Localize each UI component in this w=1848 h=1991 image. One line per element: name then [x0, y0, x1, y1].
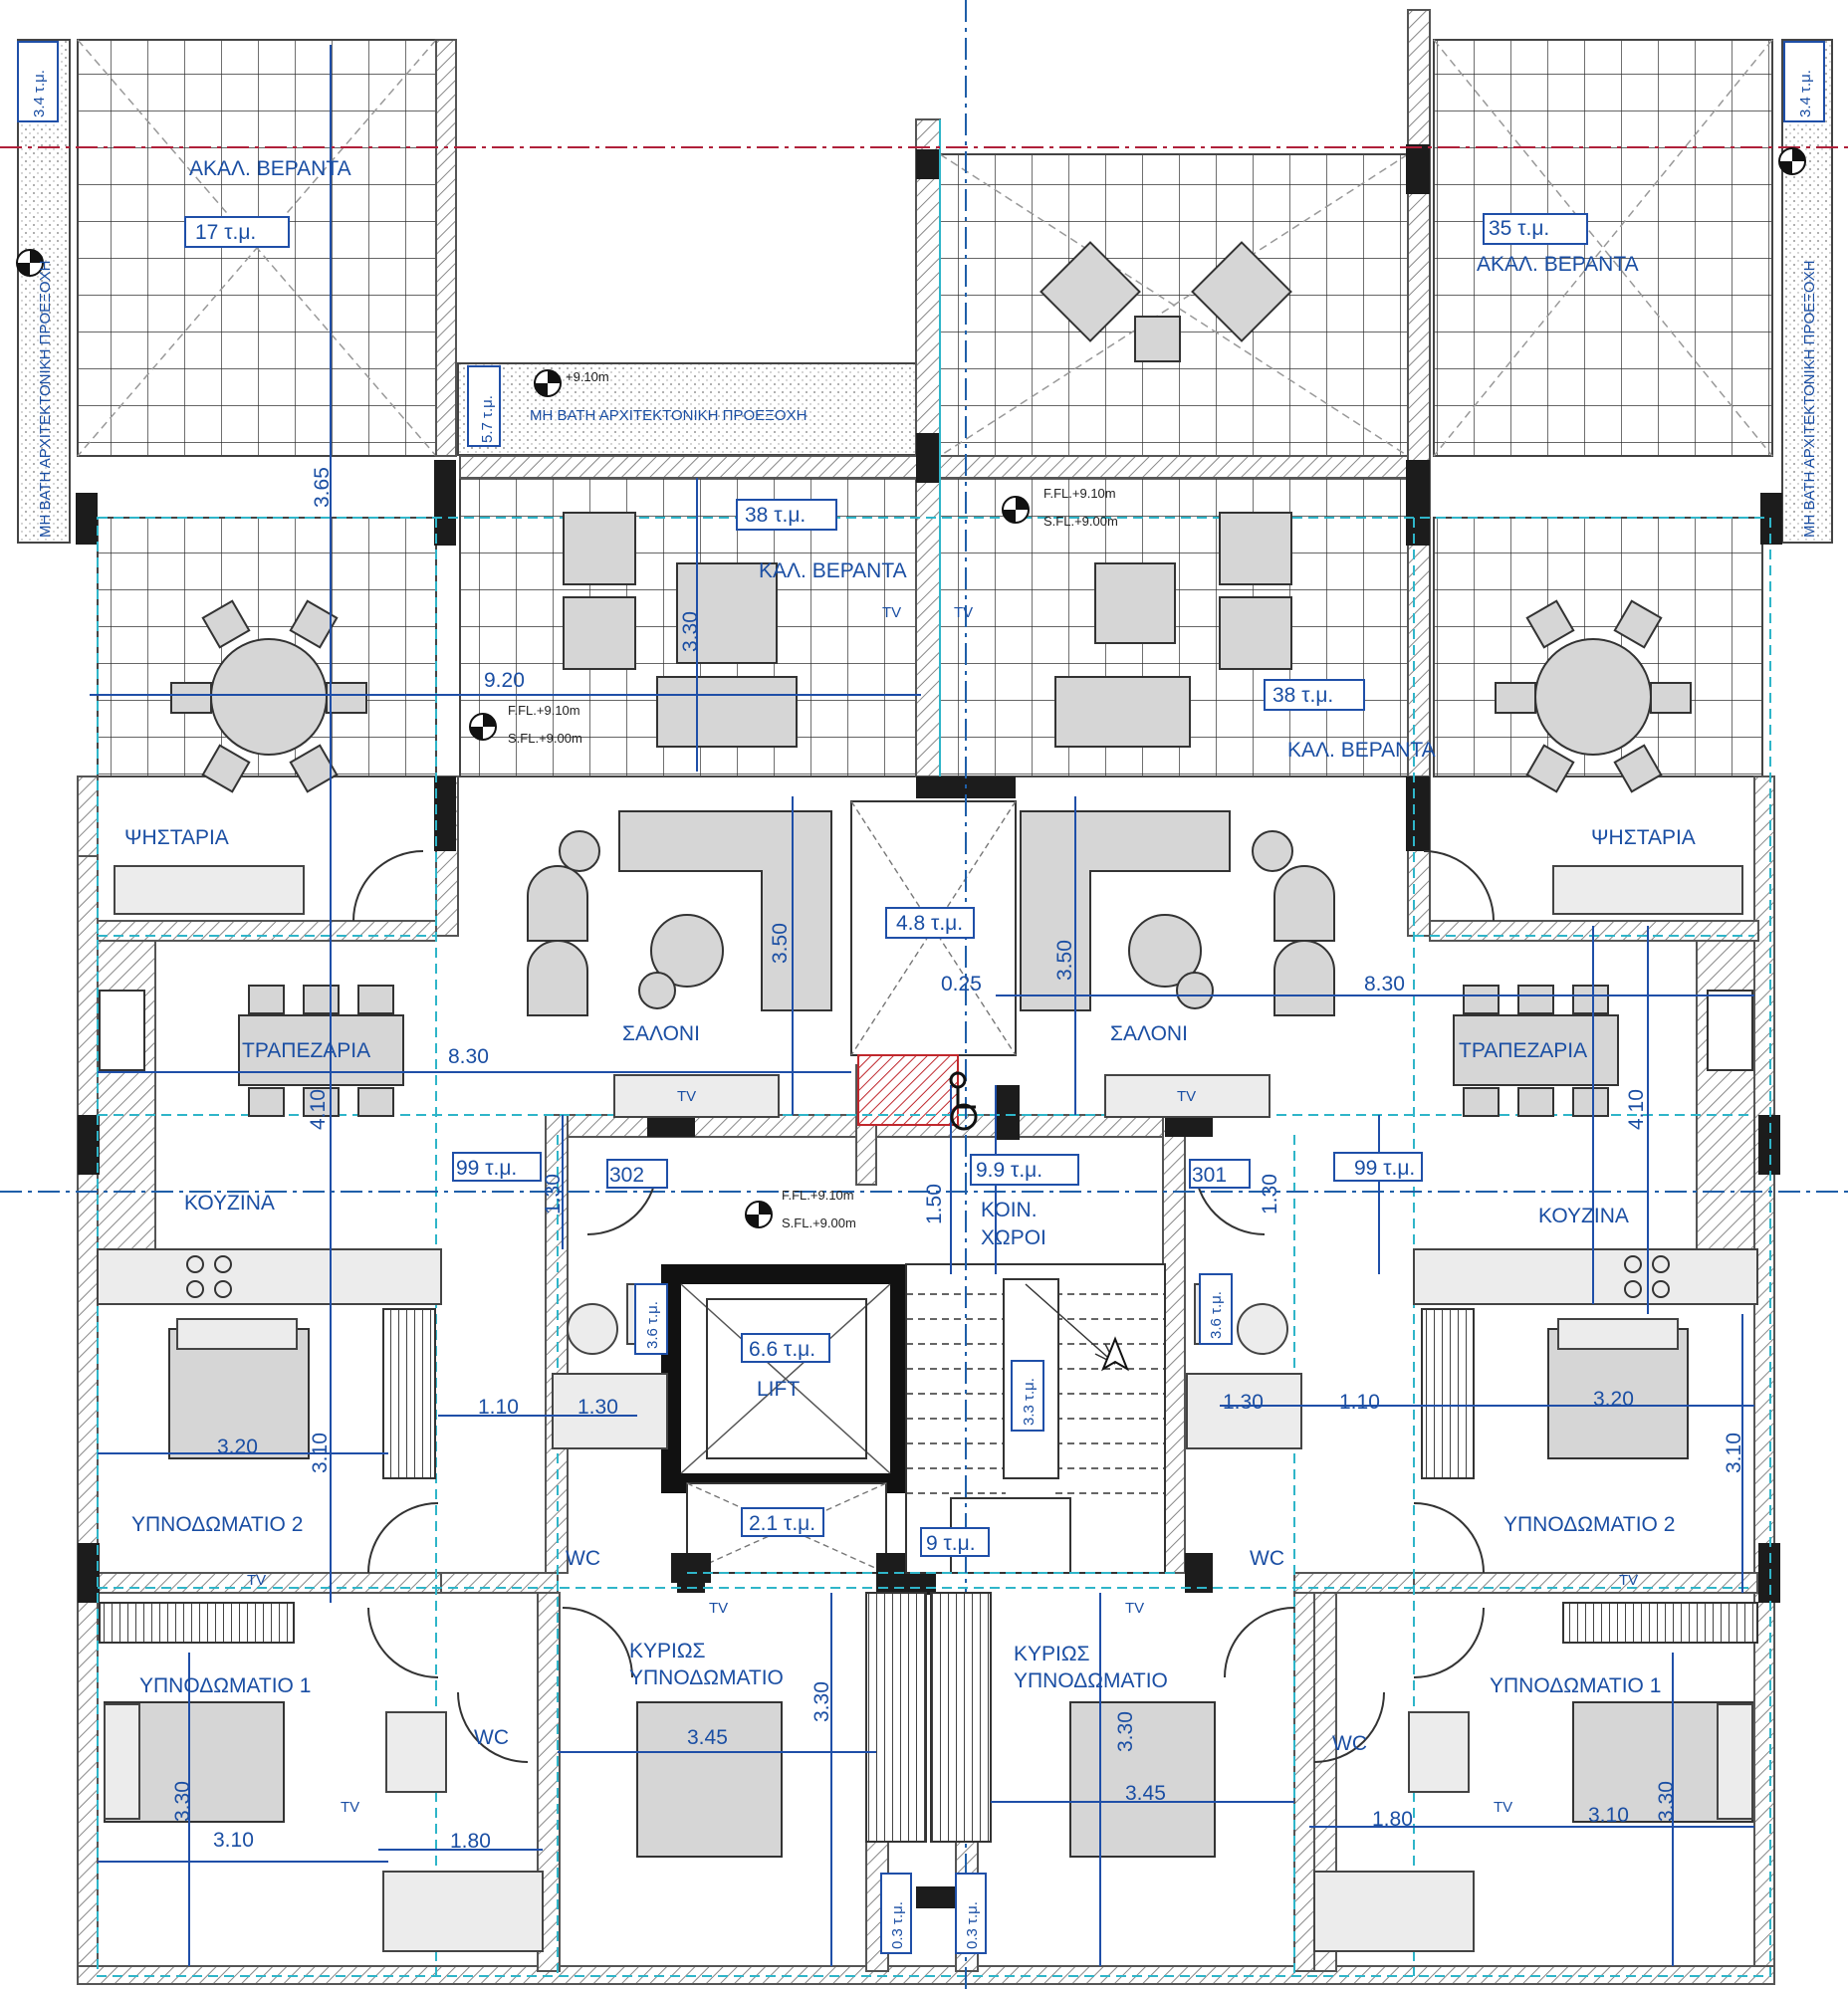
right-sfl-level: S.FL.+9.00m [1043, 514, 1118, 529]
dim-9-20: 9.20 [484, 669, 525, 692]
left-bedroom-2-label: ΥΠΝΟΔΩΜΑΤΙΟ 2 [131, 1513, 304, 1536]
dim-3-30-bedroom-1-right: 3.30 [1655, 1781, 1678, 1822]
stair-landing-area: 9 τ.μ. [926, 1532, 976, 1555]
left-master-label-2: ΥΠΝΟΔΩΜΑΤΙΟ [629, 1666, 784, 1689]
dim-4-10-left: 4.10 [307, 1089, 330, 1130]
right-dining-label: ΤΡΑΠΕΖΑΡΙΑ [1459, 1039, 1588, 1062]
dim-3-30-veranda: 3.30 [679, 611, 702, 652]
right-strip-area: 3.4 τ.μ. [1797, 70, 1814, 117]
left-duct-area: 3.6 τ.μ. [644, 1301, 661, 1349]
dim-1-30-vertical-right: 1.30 [1259, 1174, 1281, 1215]
dim-3-10-vertical-left: 3.10 [309, 1433, 332, 1473]
left-wc-upper-label: WC [566, 1547, 600, 1570]
tv-tag: TV [1177, 1088, 1197, 1105]
tv-tag: TV [1494, 1799, 1513, 1816]
dim-1-80-right: 1.80 [1372, 1808, 1413, 1831]
left-kitchen-label: ΚΟΥΖΙΝΑ [184, 1192, 275, 1215]
right-bedroom-2-label: ΥΠΝΟΔΩΜΑΤΙΟ 2 [1503, 1513, 1676, 1536]
left-bedroom-1-label: ΥΠΝΟΔΩΜΑΤΙΟ 1 [139, 1674, 312, 1697]
dim-3-50-left: 3.50 [769, 923, 792, 964]
dim-3-10-left: 3.10 [213, 1829, 254, 1852]
stairs-ffl-level: F.FL.+9.10m [782, 1188, 854, 1203]
dim-3-30-master-right: 3.30 [1114, 1711, 1137, 1752]
right-bbq-label: ΨΗΣΤΑΡΙΑ [1591, 826, 1696, 849]
dim-3-45-right: 3.45 [1125, 1782, 1166, 1805]
left-wc-lower-label: WC [474, 1726, 509, 1749]
tv-tag: TV [882, 604, 902, 621]
dim-3-45-left: 3.45 [687, 1726, 728, 1749]
dim-3-10-right: 3.10 [1588, 1804, 1629, 1827]
right-kitchen-label: ΚΟΥΖΙΝΑ [1538, 1205, 1629, 1227]
dim-3-20-right: 3.20 [1593, 1388, 1634, 1411]
dim-1-30-vertical-left: 1.30 [542, 1174, 565, 1215]
dim-1-50: 1.50 [923, 1184, 946, 1224]
left-uncovered-area: 17 τ.μ. [195, 221, 257, 244]
tv-tag: TV [341, 1799, 360, 1816]
left-master-label-1: ΚΥΡΙΩΣ [629, 1640, 706, 1662]
left-sfl-level: S.FL.+9.00m [508, 731, 582, 746]
common-area: 9.9 τ.μ. [976, 1159, 1043, 1182]
dim-1-80-left: 1.80 [450, 1830, 491, 1853]
right-apartment-number: 301 [1192, 1164, 1228, 1187]
right-uncovered-veranda-label: ΑΚΑΛ. ΒΕΡΑΝΤΑ [1477, 253, 1639, 276]
common-label-2: ΧΩΡΟΙ [981, 1226, 1046, 1249]
dim-1-30-left: 1.30 [578, 1396, 618, 1419]
stair-duct-area: 3.3 τ.μ. [1021, 1378, 1038, 1426]
dim-3-50-right: 3.50 [1053, 940, 1076, 981]
shaft-area: 4.8 τ.μ. [896, 912, 964, 935]
tv-tag: TV [709, 1600, 729, 1617]
tv-tag: TV [677, 1088, 697, 1105]
right-wc-upper-label: WC [1250, 1547, 1284, 1570]
left-dining-label: ΤΡΑΠΕΖΑΡΙΑ [242, 1039, 371, 1062]
left-covered-area: 38 τ.μ. [745, 504, 807, 527]
projection-level: +9.10m [566, 369, 609, 384]
right-living-label: ΣΑΛΟΝΙ [1110, 1022, 1188, 1045]
right-wc-lower-label: WC [1332, 1732, 1367, 1755]
tv-tag: TV [247, 1572, 267, 1589]
dim-3-65: 3.65 [311, 467, 334, 508]
dim-0-25: 0.25 [941, 973, 982, 996]
right-duct-area: 3.6 τ.μ. [1208, 1291, 1225, 1339]
dim-3-20-left: 3.20 [217, 1436, 258, 1458]
bottom-duct-left-area: 0.3 τ.μ. [889, 1901, 906, 1949]
dim-1-10-left: 1.10 [478, 1396, 519, 1419]
left-apartment-number: 302 [609, 1164, 645, 1187]
right-master-label-2: ΥΠΝΟΔΩΜΑΤΙΟ [1014, 1669, 1168, 1692]
middle-projection-note: ΜΗ ΒΑΤΗ ΑΡΧΙΤΕΚΤΟΝΙΚΗ ΠΡΟΕΞΟΧΗ [530, 407, 808, 424]
left-strip-area: 3.4 τ.μ. [31, 70, 48, 117]
dim-3-10-vertical-right: 3.10 [1723, 1433, 1745, 1473]
left-living-label: ΣΑΛΟΝΙ [622, 1022, 700, 1045]
lift-label: LIFT [757, 1378, 801, 1401]
tv-tag: TV [1125, 1600, 1145, 1617]
dim-8-30-right: 8.30 [1364, 973, 1405, 996]
dim-8-30-left: 8.30 [448, 1045, 489, 1068]
stairs-sfl-level: S.FL.+9.00m [782, 1216, 856, 1230]
left-uncovered-veranda-label: ΑΚΑΛ. ΒΕΡΑΝΤΑ [189, 157, 351, 180]
right-projection-note: ΜΗ ΒΑΤΗ ΑΡΧΙΤΕΚΤΟΝΙΚΗ ΠΡΟΕΞΟΧΗ [1801, 260, 1818, 538]
left-apartment-area: 99 τ.μ. [456, 1157, 518, 1180]
central-shaft [851, 801, 1016, 1125]
lift-lobby-area: 2.1 τ.μ. [749, 1512, 816, 1535]
right-covered-veranda-label: ΚΑΛ. ΒΕΡΑΝΤΑ [1287, 739, 1436, 762]
right-bedroom-1-label: ΥΠΝΟΔΩΜΑΤΙΟ 1 [1490, 1674, 1662, 1697]
tv-tag: TV [1619, 1572, 1639, 1589]
left-ffl-level: F.FL.+9.10m [508, 703, 580, 718]
left-covered-veranda-label: ΚΑΛ. ΒΕΡΑΝΤΑ [759, 559, 907, 582]
dim-1-10-right: 1.10 [1339, 1391, 1380, 1414]
tv-tag: TV [954, 604, 974, 621]
dim-3-30-bedroom-1-left: 3.30 [171, 1781, 194, 1822]
dim-3-30-master-left: 3.30 [810, 1681, 833, 1722]
dim-4-10-right: 4.10 [1625, 1089, 1648, 1130]
left-bbq-label: ΨΗΣΤΑΡΙΑ [124, 826, 229, 849]
middle-strip-area: 5.7 τ.μ. [479, 395, 496, 443]
right-ffl-level: F.FL.+9.10m [1043, 486, 1116, 501]
left-projection-note: ΜΗ ΒΑΤΗ ΑΡΧΙΤΕΚΤΟΝΙΚΗ ΠΡΟΕΞΟΧΗ [37, 260, 54, 538]
right-apartment-area: 99 τ.μ. [1354, 1157, 1416, 1180]
right-covered-area: 38 τ.μ. [1272, 684, 1334, 707]
dim-1-30-right: 1.30 [1223, 1391, 1264, 1414]
bottom-duct-right-area: 0.3 τ.μ. [964, 1901, 981, 1949]
right-master-label-1: ΚΥΡΙΩΣ [1014, 1643, 1090, 1665]
lift-area: 6.6 τ.μ. [749, 1338, 816, 1361]
right-uncovered-area: 35 τ.μ. [1489, 217, 1550, 240]
common-label-1: ΚΟΙΝ. [981, 1199, 1038, 1221]
